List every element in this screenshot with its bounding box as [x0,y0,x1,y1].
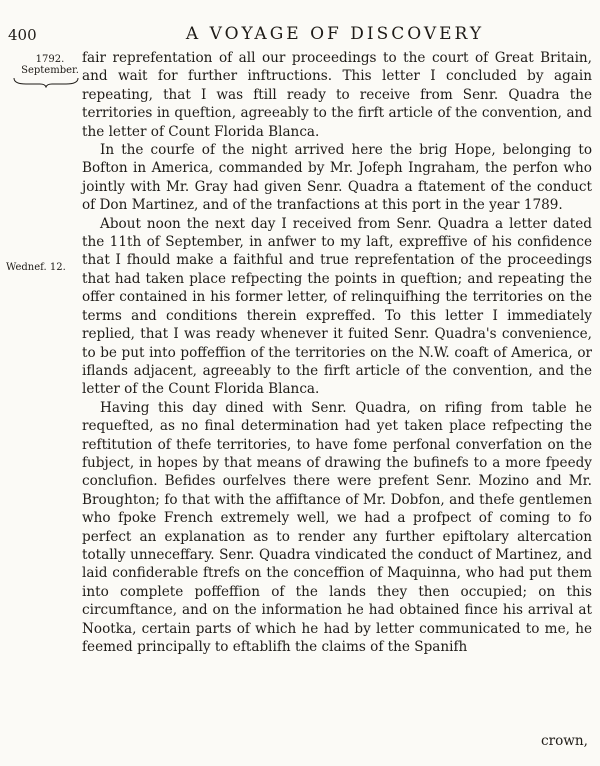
margin-year-text: 1792. [35,54,65,65]
margin-date-note: Wednef. 12. [6,262,66,273]
margin-month-text: September. [21,65,79,76]
margin-year [20,54,80,76]
paragraph-4: Having this day dined with Senr. Quadra, on rifing from table he requefted, as no final determination had yet taken place refpecting the reftitution of thefe territories, to have fome perfonal converfation on the fubject, in hopes by that means of drawing the bufinefs to a more fpeedy conclufion. Befides ourfelves there were prefent Senr. Mozino and Mr. Broughton; fo that with the affiftance of Mr. Dobfon, and thefe gentlemen who fpoke French extremely well, we had a profpect of coming to fo perfect an explanation as to render any further epiftolary altercation totally unneceffary. Senr. Quadra vindicated the conduct of Martinez, and laid confiderable ftrefs on the conceffion of Maquinna, who had put them into complete poffeffion of the lands they then occupied; on this circumftance, and on the information he had obtained fince his arrival at Nootka, certain parts of which he had by letter communicated to me, he feemed principally to eftablifh the claims of the Spanifh [82,399,592,655]
body-text [82,49,592,656]
paragraph-1: fair reprefentation of all our proceedings to the court of Great Britain, and wait for further inftructions. This letter I concluded by again repeating, that I was ftill ready to receive from Senr. Quadra the territories in queftion, agreeably to the firft article of the convention, and the letter of Count Florida Blanca. [82,50,592,140]
running-title: A VOYAGE OF DISCOVERY [185,24,485,44]
paragraph-3: About noon the next day I received from Senr. Quadra a letter dated the 11th of September, in anfwer to my laft, expreffive of his confidence that I fhould make a faithful and true reprefentation of the proceedings that had taken place refpecting the points in queftion; and repeating the offer contained in his former letter, of relinquifhing the territories on the terms and conditions therein expreffed. To this letter I immediately replied, that I was ready whenever it fuited Senr. Quadra's convenience, to be put into poffeffion of the territories on the N.W. coaft of America, or iflands adjacent, agreeably to the firft article of the convention, and the letter of the Count Florida Blanca. [82,215,592,398]
paragraph-2: In the courfe of the night arrived here the brig Hope, belonging to Bofton in America, commanded by Mr. Jofeph Ingraham, the perfon who jointly with Mr. Gray had given Senr. Quadra a ftatement of the conduct of Don Martinez, and of the tranfactions at this port in the year 1789. [82,142,592,214]
catchword: crown, [540,733,588,749]
brace-icon [12,76,80,88]
page-number: 400 [8,26,37,44]
